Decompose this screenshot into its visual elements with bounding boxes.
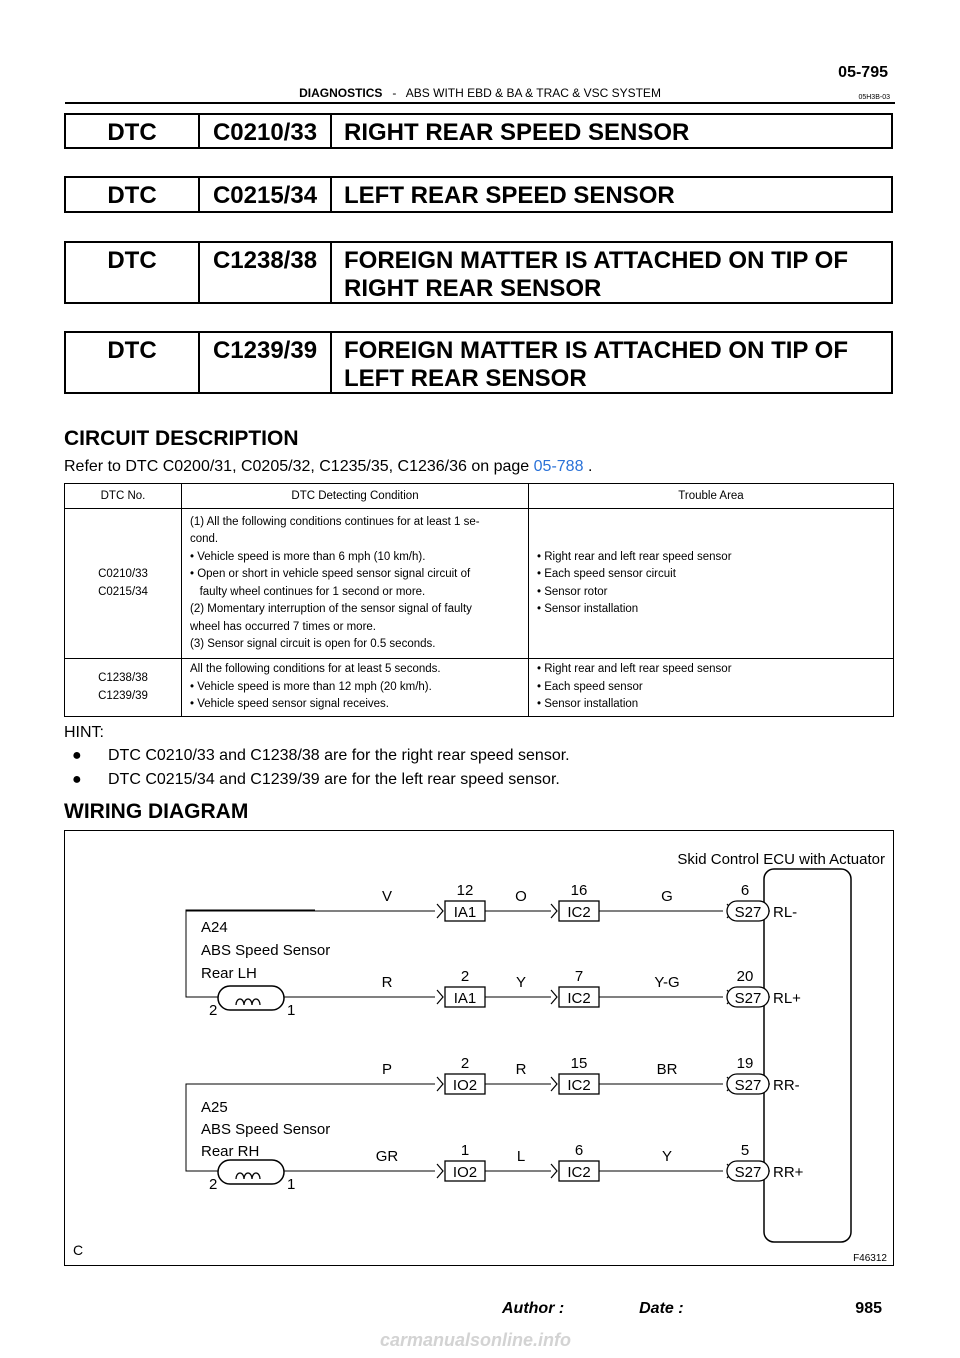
connector-ic2-label: IC2 [567, 990, 591, 1007]
connector-pin-number: 6 [740, 882, 750, 899]
table-header: DTC Detecting Condition [182, 484, 529, 509]
condition-cell [182, 509, 529, 659]
connector-ic2-label: IC2 [567, 1077, 591, 1094]
wiring-diagram-svg [65, 831, 895, 1267]
condition-line: • Open or short in vehicle speed sensor signal circuit of [190, 568, 471, 580]
dtc-label: DTC [66, 243, 200, 302]
dtc-number: C0210/33 [98, 568, 148, 580]
table-row [65, 509, 894, 659]
trouble-area-cell [529, 659, 894, 717]
hint-text: DTC C0210/33 and C1238/38 are for the right rear speed sensor. [108, 747, 570, 764]
dtc-title [332, 243, 891, 302]
area-line: • Sensor installation [537, 603, 639, 615]
dtc-numbers-cell [65, 659, 182, 717]
dtc-title-line1: FOREIGN MATTER IS ATTACHED ON TIP OF [344, 337, 848, 364]
sensor-rh-pin-1: 1 [287, 1176, 296, 1193]
page-number: 05-795 [838, 64, 888, 81]
wire-color-label: G [661, 888, 673, 905]
condition-line: (1) All the following conditions continues for at least 1 se- [190, 515, 480, 528]
footer-date: Date : [639, 1300, 684, 1317]
connector-io2-label: IO2 [452, 1164, 478, 1181]
condition-line: All the following conditions for at least 5 seconds. [190, 663, 441, 676]
header-subsection: ABS WITH EBD & BA & TRAC & VSC SYSTEM [405, 86, 661, 100]
dtc-number: C1238/38 [98, 672, 148, 684]
dtc-box-c1238 [64, 241, 893, 304]
connector-pin-number: 19 [736, 1055, 754, 1072]
ecu-label: Skid Control ECU with Actuator [677, 851, 885, 868]
dtc-code: C1239/39 [200, 333, 332, 392]
footer-author: Author : [502, 1300, 565, 1317]
connector-pin-number: 16 [570, 882, 588, 899]
condition-cell [182, 659, 529, 717]
ecu-connector-label: S27 [734, 904, 762, 921]
dtc-title: LEFT REAR SPEED SENSOR [344, 182, 675, 209]
dtc-title-line1: FOREIGN MATTER IS ATTACHED ON TIP OF [344, 247, 848, 274]
connector-pin-number: 5 [740, 1142, 750, 1159]
connector-pin-number: 12 [456, 882, 474, 899]
reference-body: Refer to DTC C0200/31, C0205/32, C1235/35, C1236/36 on page [64, 458, 530, 475]
dtc-box-c1239 [64, 331, 893, 394]
area-line: • Sensor installation [537, 698, 639, 711]
sensor-rh-pin-2: 2 [209, 1176, 218, 1193]
header-section: DIAGNOSTICS [299, 86, 383, 100]
dtc-numbers-cell [65, 509, 182, 659]
dtc-title: RIGHT REAR SPEED SENSOR [344, 119, 690, 146]
wire-color-label: GR [375, 1148, 399, 1165]
dtc-number: C1239/39 [98, 689, 148, 702]
connector-pin-number: 20 [736, 968, 754, 985]
bullet-icon: ● [72, 747, 82, 764]
condition-line: (2) Momentary interruption of the sensor signal of faulty [190, 603, 472, 615]
dtc-table [64, 483, 894, 717]
area-line: • Right rear and left rear speed sensor [537, 550, 732, 563]
reference-text [64, 458, 592, 476]
connector-io2-arrow-icon [437, 1077, 443, 1091]
wire-color-label: P [381, 1061, 393, 1078]
connector-ia1-label: IA1 [453, 904, 477, 921]
ecu-connector-label: S27 [734, 1164, 762, 1181]
sensor-rh-name: ABS Speed Sensor [201, 1121, 331, 1138]
dtc-number: C0215/34 [98, 585, 148, 598]
figure-id: F46312 [853, 1253, 887, 1264]
wire-color-label: Y [515, 974, 527, 991]
dtc-label: DTC [66, 115, 200, 147]
sensor-rh-id: A25 [201, 1099, 228, 1116]
wire-color-label: Y-G [654, 974, 680, 991]
connector-ia1-arrow-icon [437, 904, 443, 918]
sensor-rh-position: Rear RH [201, 1143, 260, 1160]
dtc-title-line2: LEFT REAR SENSOR [344, 365, 587, 392]
reference-page-link[interactable]: 05-788 [533, 458, 584, 475]
hint-label: HINT: [64, 724, 104, 741]
ecu-connector-label: S27 [734, 1077, 762, 1094]
running-header [0, 86, 960, 100]
connector-io2-label: IO2 [452, 1077, 478, 1094]
ecu-terminal-label: RR+ [773, 1164, 804, 1181]
footer-page-number: 985 [855, 1300, 882, 1317]
connector-ia1-arrow-icon [437, 990, 443, 1004]
footer-author-date [502, 1300, 684, 1318]
table-header: Trouble Area [529, 484, 894, 509]
wire-color-label: R [515, 1061, 527, 1078]
watermark: carmanualsonline.info [380, 1330, 572, 1350]
dtc-label: DTC [66, 333, 200, 392]
sensor-lh-name: ABS Speed Sensor [201, 942, 331, 959]
condition-line: cond. [190, 533, 219, 545]
sensor-lh-coil-icon [218, 986, 315, 1010]
connector-pin-number: 2 [460, 968, 470, 985]
area-line: • Each speed sensor circuit [537, 568, 676, 580]
connector-ic2-label: IC2 [567, 1164, 591, 1181]
ecu-terminal-label: RR- [773, 1077, 800, 1094]
wiring-diagram-heading: WIRING DIAGRAM [64, 800, 249, 823]
wire-color-label: BR [656, 1061, 678, 1078]
area-line: • Sensor rotor [537, 585, 608, 598]
hint-item [72, 747, 570, 765]
connector-ic2-arrow-icon [551, 1077, 557, 1091]
wire-color-label: L [516, 1148, 526, 1165]
ecu-terminal-label: RL+ [773, 990, 801, 1007]
connector-pin-number: 1 [460, 1142, 470, 1159]
connector-pin-number: 6 [574, 1142, 584, 1159]
area-line: • Each speed sensor [537, 680, 643, 693]
sensor-lh-pin-1: 1 [287, 1002, 296, 1019]
condition-line: • Vehicle speed is more than 6 mph (10 km/h). [190, 550, 426, 563]
bullet-icon: ● [72, 771, 82, 788]
sensor-lh-position: Rear LH [201, 965, 257, 982]
sensor-lh-pin-2: 2 [209, 1002, 218, 1019]
connector-ia1-label: IA1 [453, 990, 477, 1007]
ecu-connector-label: S27 [734, 990, 762, 1007]
dtc-label: DTC [66, 178, 200, 211]
ecu-body [764, 869, 851, 1242]
sensor-rh-coil-icon [218, 1160, 284, 1184]
connector-pin-number: 7 [574, 968, 584, 985]
trouble-area-cell [529, 509, 894, 659]
area-line: • Right rear and left rear speed sensor [537, 663, 732, 676]
condition-line: wheel has occurred 7 times or more. [190, 620, 376, 633]
dtc-code: C0215/34 [200, 178, 332, 211]
wire-color-label: V [381, 888, 393, 905]
wiring-diagram [64, 830, 894, 1266]
table-header: DTC No. [65, 484, 182, 509]
wire-color-label: Y [661, 1148, 673, 1165]
connector-ic2-arrow-icon [551, 990, 557, 1004]
doc-code: 05H3B-03 [858, 94, 890, 101]
sensor-lh-id: A24 [201, 919, 228, 936]
wire-color-label: O [515, 888, 527, 905]
connector-io2-arrow-icon [437, 1164, 443, 1178]
ecu-terminal-label: RL- [773, 904, 798, 921]
circuit-description-heading: CIRCUIT DESCRIPTION [64, 427, 299, 450]
header-rule [65, 102, 895, 104]
connector-ic2-arrow-icon [551, 904, 557, 918]
dtc-title-line2: RIGHT REAR SENSOR [344, 275, 602, 302]
table-row [65, 659, 894, 717]
condition-line: faulty wheel continues for 1 second or more. [190, 585, 426, 598]
hint-item [72, 771, 560, 789]
connector-pin-number: 2 [460, 1055, 470, 1072]
header-separator: - [392, 86, 397, 100]
dtc-code: C1238/38 [200, 243, 332, 302]
dtc-title [332, 333, 891, 392]
condition-line: • Vehicle speed sensor signal receives. [190, 698, 389, 711]
table-header-row [65, 484, 894, 509]
corner-letter: C [73, 1242, 84, 1258]
wire-color-label: R [381, 974, 393, 991]
hint-text: DTC C0215/34 and C1239/39 are for the left rear speed sensor. [108, 771, 560, 788]
condition-line: (3) Sensor signal circuit is open for 0.5 seconds. [190, 638, 436, 650]
connector-pin-number: 15 [570, 1055, 588, 1072]
connector-ic2-label: IC2 [567, 904, 591, 921]
condition-line: • Vehicle speed is more than 12 mph (20 km/h). [190, 680, 432, 693]
dtc-box-c0210 [64, 113, 893, 149]
dtc-code: C0210/33 [200, 115, 332, 147]
reference-end: . [587, 458, 593, 475]
connector-ic2-arrow-icon [551, 1164, 557, 1178]
dtc-box-c0215 [64, 176, 893, 213]
